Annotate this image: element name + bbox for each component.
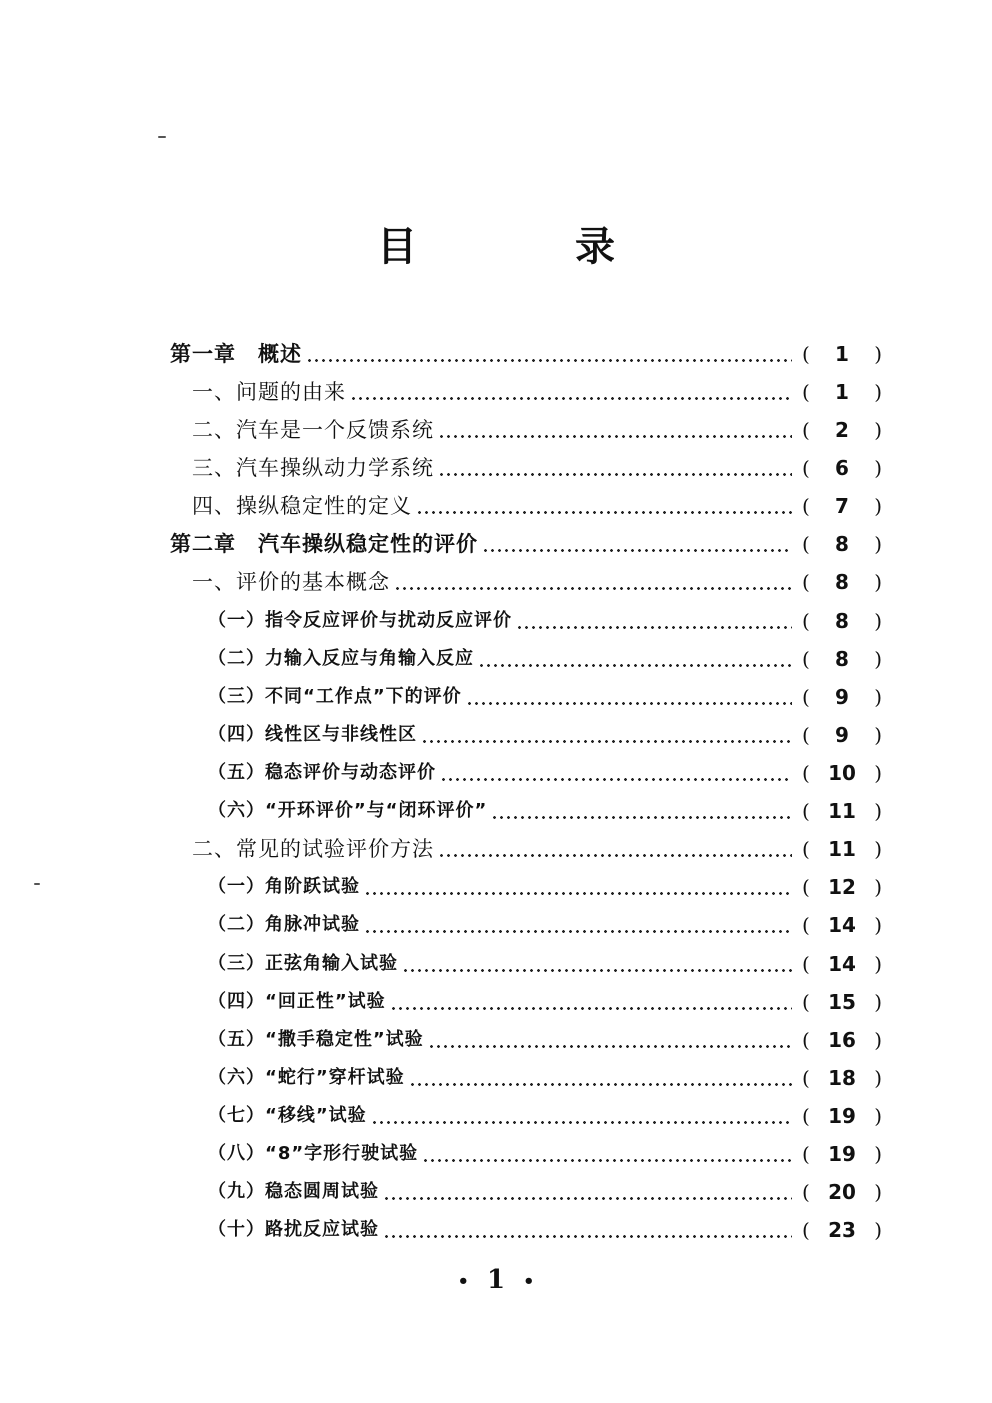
toc-entry-title: 三、汽车操纵动力学系统 [192, 456, 434, 480]
open-paren: ( [802, 342, 810, 366]
close-paren: ) [874, 647, 882, 671]
toc-entry [208, 1137, 882, 1171]
toc-entry-page: 12 [828, 875, 856, 899]
close-paren: ) [874, 761, 882, 785]
toc-entry-page: 20 [828, 1180, 856, 1204]
open-paren: ( [802, 799, 810, 823]
dot-leader [482, 549, 792, 552]
toc-entry [170, 527, 882, 561]
toc-entry-page-ref [802, 532, 882, 556]
toc-entry-page-ref [802, 761, 882, 785]
dot-leader [491, 816, 792, 819]
toc-entry-title: （五）“撒手稳定性”试验 [208, 1029, 424, 1050]
toc-entry-title: 第一章 概述 [170, 342, 302, 366]
toc-entry-page-ref [802, 1180, 882, 1204]
dot-leader [350, 397, 792, 400]
toc-entry-page: 9 [835, 723, 849, 747]
toc-entry-page: 14 [828, 952, 856, 976]
open-paren: ( [802, 1180, 810, 1204]
toc-entry-page-ref [802, 418, 882, 442]
toc-entry [208, 947, 882, 981]
open-paren: ( [802, 380, 810, 404]
dot-leader [364, 892, 792, 895]
open-paren: ( [802, 723, 810, 747]
dot-leader [383, 1197, 792, 1200]
close-paren: ) [874, 685, 882, 709]
toc-entry-page: 1 [835, 342, 849, 366]
toc-entry [192, 375, 882, 409]
close-paren: ) [874, 418, 882, 442]
open-paren: ( [802, 456, 810, 480]
dot-leader [438, 435, 792, 438]
dot-leader [422, 1159, 792, 1162]
toc-entry [192, 832, 882, 866]
open-paren: ( [802, 609, 810, 633]
close-paren: ) [874, 837, 882, 861]
toc-entry-title: （一）指令反应评价与扰动反应评价 [208, 610, 512, 631]
toc-entry-page-ref [802, 1066, 882, 1090]
toc-entry [208, 604, 882, 638]
close-paren: ) [874, 723, 882, 747]
toc-entry [208, 908, 882, 942]
toc-entry-page: 14 [828, 913, 856, 937]
dot-leader [390, 1007, 792, 1010]
toc-entry-title: （六）“蛇行”穿杆试验 [208, 1067, 405, 1088]
scan-speck [158, 136, 166, 138]
toc-entry-title: （六）“开环评价”与“闭环评价” [208, 800, 488, 821]
open-paren: ( [802, 647, 810, 671]
dot-leader [466, 702, 792, 705]
toc-entry-page-ref [802, 723, 882, 747]
close-paren: ) [874, 1028, 882, 1052]
open-paren: ( [802, 570, 810, 594]
toc-entry-title: （四）线性区与非线性区 [208, 724, 417, 745]
page-folio [0, 1265, 992, 1295]
open-paren: ( [802, 837, 810, 861]
toc-entry [192, 489, 882, 523]
toc-entry-title: （三）正弦角输入试验 [208, 953, 398, 974]
open-paren: ( [802, 761, 810, 785]
folio-dot-right: • [523, 1270, 535, 1292]
close-paren: ) [874, 875, 882, 899]
toc-entry-page: 8 [835, 647, 849, 671]
page-number: 1 [486, 1265, 506, 1295]
toc-entry-title: （三）不同“工作点”下的评价 [208, 686, 462, 707]
open-paren: ( [802, 875, 810, 899]
toc-entry-page-ref [802, 990, 882, 1014]
toc-entry-title: （一）角阶跃试验 [208, 876, 360, 897]
toc-entry-title: （九）稳态圆周试验 [208, 1181, 379, 1202]
open-paren: ( [802, 1066, 810, 1090]
close-paren: ) [874, 913, 882, 937]
toc-entry-title: 二、汽车是一个反馈系统 [192, 418, 434, 442]
open-paren: ( [802, 1104, 810, 1128]
dot-leader [416, 511, 792, 514]
toc-entry [208, 794, 882, 828]
close-paren: ) [874, 532, 882, 556]
toc-entry-page: 16 [828, 1028, 856, 1052]
dot-leader [371, 1121, 792, 1124]
close-paren: ) [874, 456, 882, 480]
toc-entry-page-ref [802, 647, 882, 671]
open-paren: ( [802, 685, 810, 709]
toc-entry [208, 1099, 882, 1133]
toc-entry [208, 756, 882, 790]
dot-leader [438, 473, 792, 476]
toc-entry [208, 1175, 882, 1209]
toc-entry-page-ref [802, 913, 882, 937]
toc-entry-page-ref [802, 1104, 882, 1128]
toc-entry-page: 2 [835, 418, 849, 442]
close-paren: ) [874, 1142, 882, 1166]
toc-entry-title: （二）角脉冲试验 [208, 914, 360, 935]
toc-entry-page-ref [802, 875, 882, 899]
scan-speck [34, 883, 40, 885]
open-paren: ( [802, 418, 810, 442]
toc-entry [208, 985, 882, 1019]
toc-entry [170, 337, 882, 371]
toc-entry-title: 一、评价的基本概念 [192, 570, 390, 594]
toc-entry-page: 19 [828, 1104, 856, 1128]
toc-entry [192, 451, 882, 485]
toc-entry-page: 8 [835, 609, 849, 633]
dot-leader [383, 1235, 792, 1238]
toc-entry-page-ref [802, 1142, 882, 1166]
close-paren: ) [874, 494, 882, 518]
toc-entry-page: 10 [828, 761, 856, 785]
dot-leader [402, 969, 792, 972]
dot-leader [421, 740, 792, 743]
toc-entry-page: 15 [828, 990, 856, 1014]
toc-entry-page-ref [802, 685, 882, 709]
toc-entry-page-ref [802, 342, 882, 366]
open-paren: ( [802, 494, 810, 518]
dot-leader [409, 1083, 792, 1086]
toc-entry [208, 870, 882, 904]
close-paren: ) [874, 609, 882, 633]
toc-entry-page: 7 [835, 494, 849, 518]
dot-leader [478, 664, 792, 667]
toc-entry-page: 8 [835, 570, 849, 594]
toc-entry [208, 642, 882, 676]
toc-entry-page: 6 [835, 456, 849, 480]
toc-entry-page-ref [802, 1218, 882, 1242]
toc-entry [208, 1213, 882, 1247]
open-paren: ( [802, 990, 810, 1014]
open-paren: ( [802, 1028, 810, 1052]
toc-entry-page-ref [802, 952, 882, 976]
toc-entry-title: （四）“回正性”试验 [208, 991, 386, 1012]
toc-entry [192, 565, 882, 599]
dot-leader [440, 778, 792, 781]
close-paren: ) [874, 1066, 882, 1090]
toc-entry-page: 23 [828, 1218, 856, 1242]
close-paren: ) [874, 570, 882, 594]
toc-entry [208, 680, 882, 714]
dot-leader [428, 1045, 792, 1048]
toc-entry-page: 18 [828, 1066, 856, 1090]
dot-leader [364, 930, 792, 933]
toc-entry-page: 9 [835, 685, 849, 709]
dot-leader [438, 854, 792, 857]
close-paren: ) [874, 952, 882, 976]
close-paren: ) [874, 990, 882, 1014]
open-paren: ( [802, 913, 810, 937]
toc-entry-page: 8 [835, 532, 849, 556]
toc-entry-page-ref [802, 456, 882, 480]
toc-entry-page: 11 [828, 799, 856, 823]
open-paren: ( [802, 952, 810, 976]
close-paren: ) [874, 380, 882, 404]
toc-entry-page-ref [802, 494, 882, 518]
toc-entry-title: （五）稳态评价与动态评价 [208, 762, 436, 783]
toc-entry-page-ref [802, 380, 882, 404]
dot-leader [394, 587, 792, 590]
toc-entry-title: （八）“8”字形行驶试验 [208, 1143, 419, 1164]
close-paren: ) [874, 342, 882, 366]
toc-entry-page-ref [802, 837, 882, 861]
dot-leader [306, 359, 792, 362]
toc-entry-page-ref [802, 799, 882, 823]
toc-entry-page-ref [802, 609, 882, 633]
toc-entry [192, 413, 882, 447]
toc-entry-page-ref [802, 1028, 882, 1052]
toc-entry-title: （七）“移线”试验 [208, 1105, 367, 1126]
folio-dot-left: • [457, 1270, 469, 1292]
toc-entry-title: 四、操纵稳定性的定义 [192, 494, 412, 518]
open-paren: ( [802, 1142, 810, 1166]
toc-entry [208, 1061, 882, 1095]
open-paren: ( [802, 532, 810, 556]
open-paren: ( [802, 1218, 810, 1242]
page-title: 目 录 [377, 224, 687, 270]
toc-entry [208, 718, 882, 752]
toc-entry-page: 19 [828, 1142, 856, 1166]
close-paren: ) [874, 1104, 882, 1128]
toc-entry-title: 第二章 汽车操纵稳定性的评价 [170, 532, 478, 556]
toc-entry-page: 11 [828, 837, 856, 861]
toc-entry-title: （十）路扰反应试验 [208, 1219, 379, 1240]
close-paren: ) [874, 799, 882, 823]
toc-entry-title: 一、问题的由来 [192, 380, 346, 404]
close-paren: ) [874, 1218, 882, 1242]
toc-entry [208, 1023, 882, 1057]
toc-entry-page-ref [802, 570, 882, 594]
toc-entry-title: （二）力输入反应与角输入反应 [208, 648, 474, 669]
toc-entry-title: 二、常见的试验评价方法 [192, 837, 434, 861]
close-paren: ) [874, 1180, 882, 1204]
toc-entry-page: 1 [835, 380, 849, 404]
dot-leader [516, 626, 792, 629]
